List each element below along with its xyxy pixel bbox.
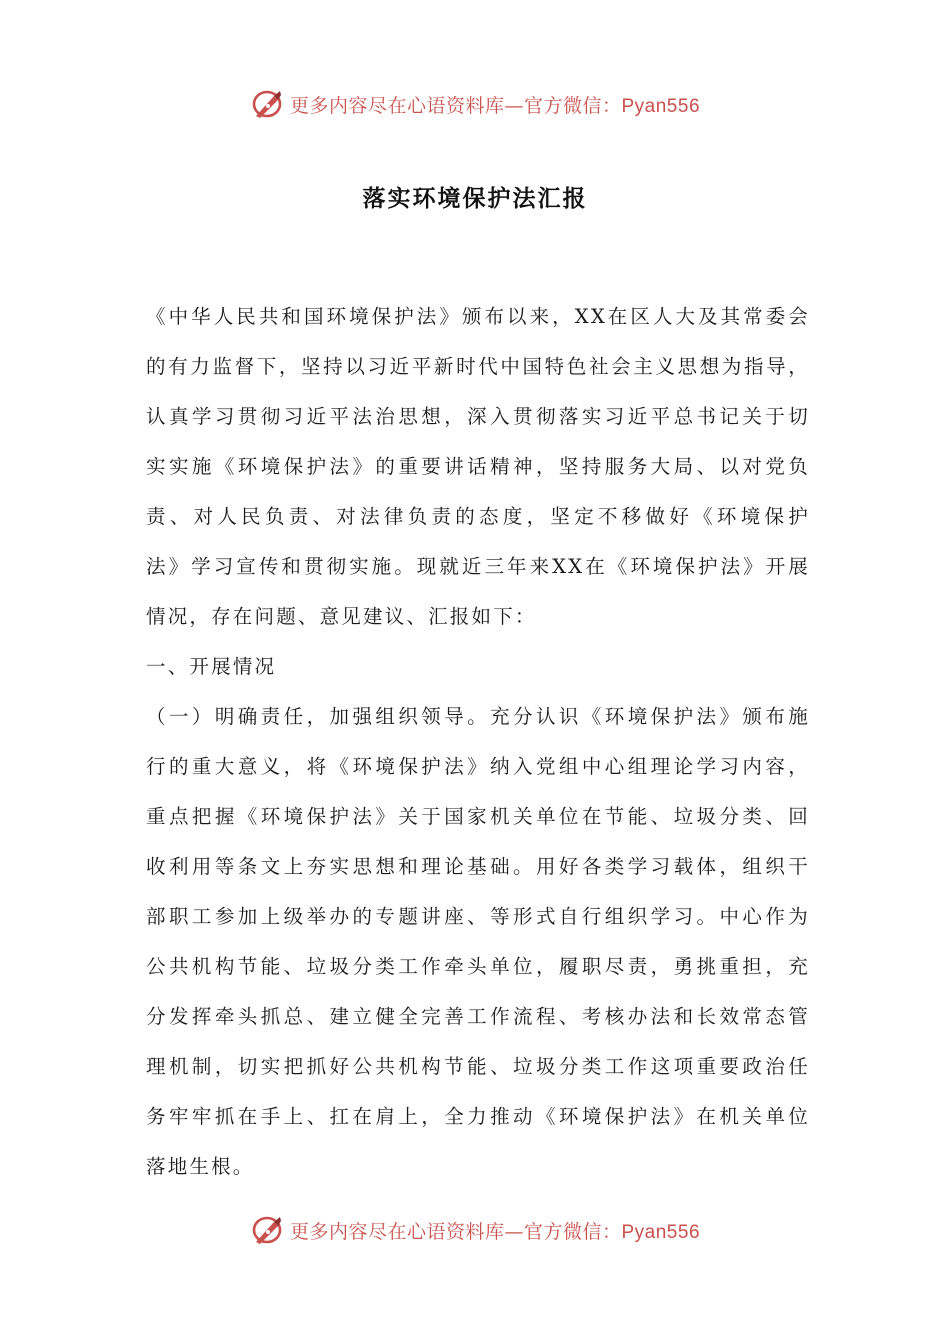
paragraph-line: 部职工参加上级举办的专题讲座、等形式自行组织学习。中心作为 [146,905,810,928]
document-body [146,292,810,1192]
watermark-text [290,1217,700,1244]
pen-nib-logo-icon [250,87,284,121]
paragraph-line: 落地生根。 [146,1155,255,1178]
paragraph-line: 行的重大意义，将《环境保护法》纳入党组中心组理论学习内容， [146,755,810,778]
wechat-id: Pyan556 [621,1221,701,1243]
intro-line: 的有力监督下，坚持以习近平新时代中国特色社会主义思想为指导， [146,355,810,378]
paragraph-line: 重点把握《环境保护法》关于国家机关单位在节能、垃圾分类、回 [146,805,810,828]
paragraph-line: 分发挥牵头抓总、建立健全完善工作流程、考核办法和长效常态管 [146,1005,810,1028]
paragraph-line: 理机制，切实把抓好公共机构节能、垃圾分类工作这项重要政治任 [146,1055,810,1078]
intro-line: 责、对人民负责、对法律负责的态度，坚定不移做好《环境保护 [146,505,810,528]
paragraph-line: （一）明确责任，加强组织领导。充分认识《环境保护法》颁布施 [146,705,810,728]
intro-line: 实实施《环境保护法》的重要讲话精神，坚持服务大局、以对党负 [146,455,810,478]
header-watermark [0,82,950,126]
intro-line: 法》学习宣传和贯彻实施。现就近三年来XX在《环境保护法》开展 [146,555,810,578]
intro-line: 《中华人民共和国环境保护法》颁布以来，XX在区人大及其常委会 [146,305,810,328]
intro-line: 认真学习贯彻习近平法治思想，深入贯彻落实习近平总书记关于切 [146,405,810,428]
document-title: 落实环境保护法汇报 [362,185,588,212]
section-heading: 一、开展情况 [146,655,277,678]
watermark-text [290,91,700,118]
footer-watermark [0,1208,950,1252]
watermark-prefix: 更多内容尽在心语资料库—官方微信： [289,1220,622,1243]
watermark-prefix: 更多内容尽在心语资料库—官方微信： [289,94,622,117]
paragraph-line: 务牢牢抓在手上、扛在肩上，全力推动《环境保护法》在机关单位 [146,1105,810,1128]
wechat-id: Pyan556 [621,95,701,117]
intro-line: 情况，存在问题、意见建议、汇报如下： [146,605,537,628]
paragraph-line: 公共机构节能、垃圾分类工作牵头单位，履职尽责，勇挑重担，充 [146,955,810,978]
paragraph-line: 收利用等条文上夯实思想和理论基础。用好各类学习载体，组织干 [146,855,810,878]
pen-nib-logo-icon [250,1213,284,1247]
